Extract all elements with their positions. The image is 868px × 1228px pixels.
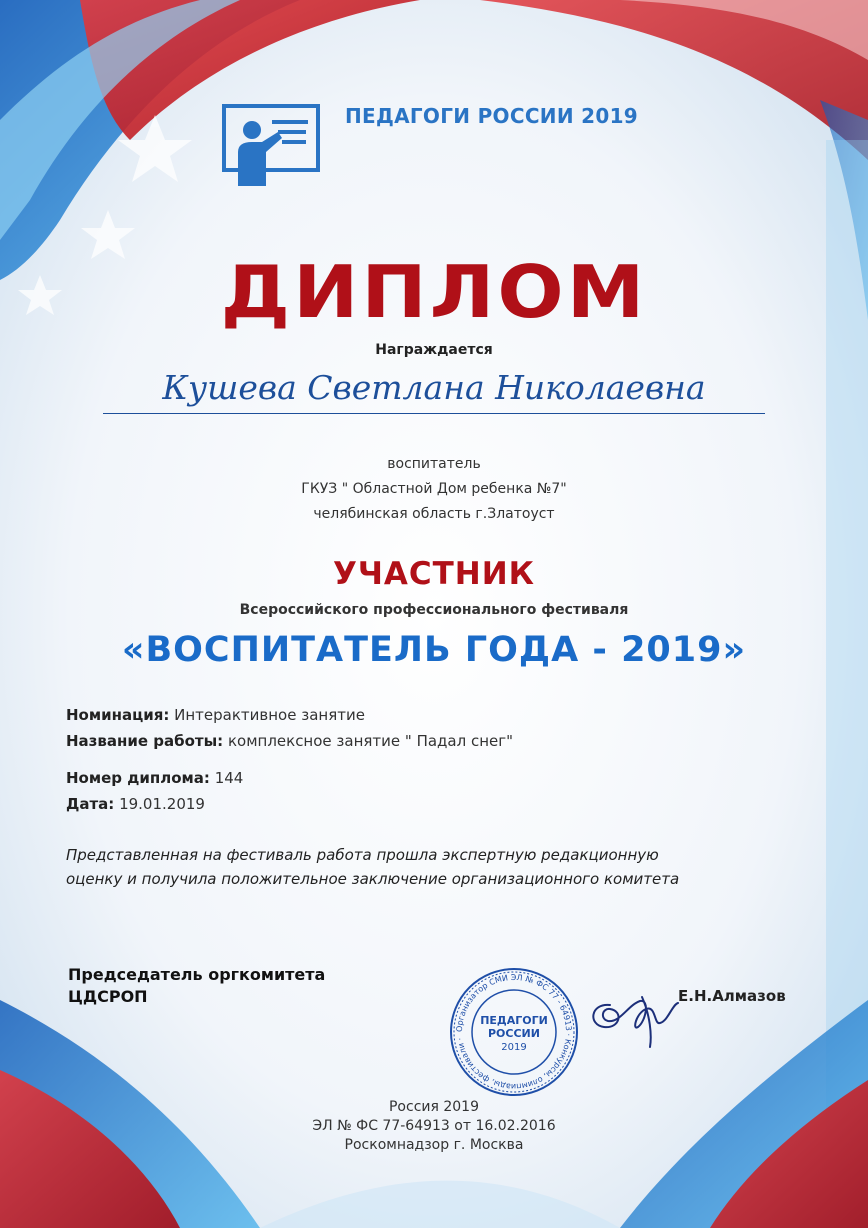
footer-line-1: Россия 2019 <box>388 1099 479 1115</box>
chairman-title: Председатель оргкомитета <box>68 965 326 984</box>
statement-line-1: Представленная на фестиваль работа прошла экспертную редакционную <box>66 846 659 864</box>
signer-name: Е.Н.Алмазов <box>678 987 786 1005</box>
date-value: 19.01.2019 <box>119 795 205 813</box>
handwritten-signature <box>580 975 690 1055</box>
footer-line-3: Роскомнадзор г. Москва <box>344 1137 524 1153</box>
statement-line-2: оценку и получила положительное заключение организационного комитета <box>66 870 680 888</box>
stamp-line-2: РОССИИ <box>488 1027 540 1040</box>
work-title-label: Название работы: <box>66 732 224 750</box>
footer <box>0 1098 868 1155</box>
diploma-number-value: 144 <box>214 769 244 787</box>
recipient-name: Кушева Светлана Николаевна <box>162 368 706 407</box>
nomination-value: Интерактивное занятие <box>174 706 365 724</box>
diploma-number-label: Номер диплома: <box>66 769 210 787</box>
recipient-position: воспитатель <box>387 456 481 472</box>
teacher-presentation-icon <box>222 104 320 186</box>
diploma-number-row <box>66 769 243 787</box>
nomination-label: Номинация: <box>66 706 170 724</box>
participant-status: УЧАСТНИК <box>332 556 536 592</box>
official-stamp <box>448 966 580 1098</box>
recipient-location: челябинская область г.Златоуст <box>313 506 555 522</box>
footer-line-2: ЭЛ № ФС 77-64913 от 16.02.2016 <box>312 1118 556 1134</box>
recipient-underline <box>103 413 765 414</box>
chairman-org: ЦДСРОП <box>68 987 148 1006</box>
stamp-ring-text: Организатор СМИ ЭЛ № ФС 77 - 64913 · Конкурсы, олимпиады, фестивали · <box>454 972 574 1092</box>
date-label: Дата: <box>66 795 115 813</box>
stamp-line-1: ПЕДАГОГИ <box>480 1014 548 1027</box>
date-row <box>66 795 205 813</box>
nomination-row <box>66 706 365 724</box>
chairman-block <box>68 964 325 1008</box>
work-title-row <box>66 732 513 750</box>
awarded-label: Награждается <box>375 342 493 358</box>
diploma-title: ДИПЛОМ <box>220 251 648 335</box>
stamp-line-3: 2019 <box>501 1042 527 1053</box>
statement <box>66 843 766 891</box>
work-title-value: комплексное занятие " Падал снег" <box>227 732 514 750</box>
header-title: ПЕДАГОГИ РОССИИ 2019 <box>345 104 639 128</box>
recipient-organization: ГКУЗ " Областной Дом ребенка №7" <box>301 481 567 497</box>
festival-name: «ВОСПИТАТЕЛЬ ГОДА - 2019» <box>121 630 747 670</box>
festival-type: Всероссийского профессионального фестиваля <box>239 602 629 618</box>
